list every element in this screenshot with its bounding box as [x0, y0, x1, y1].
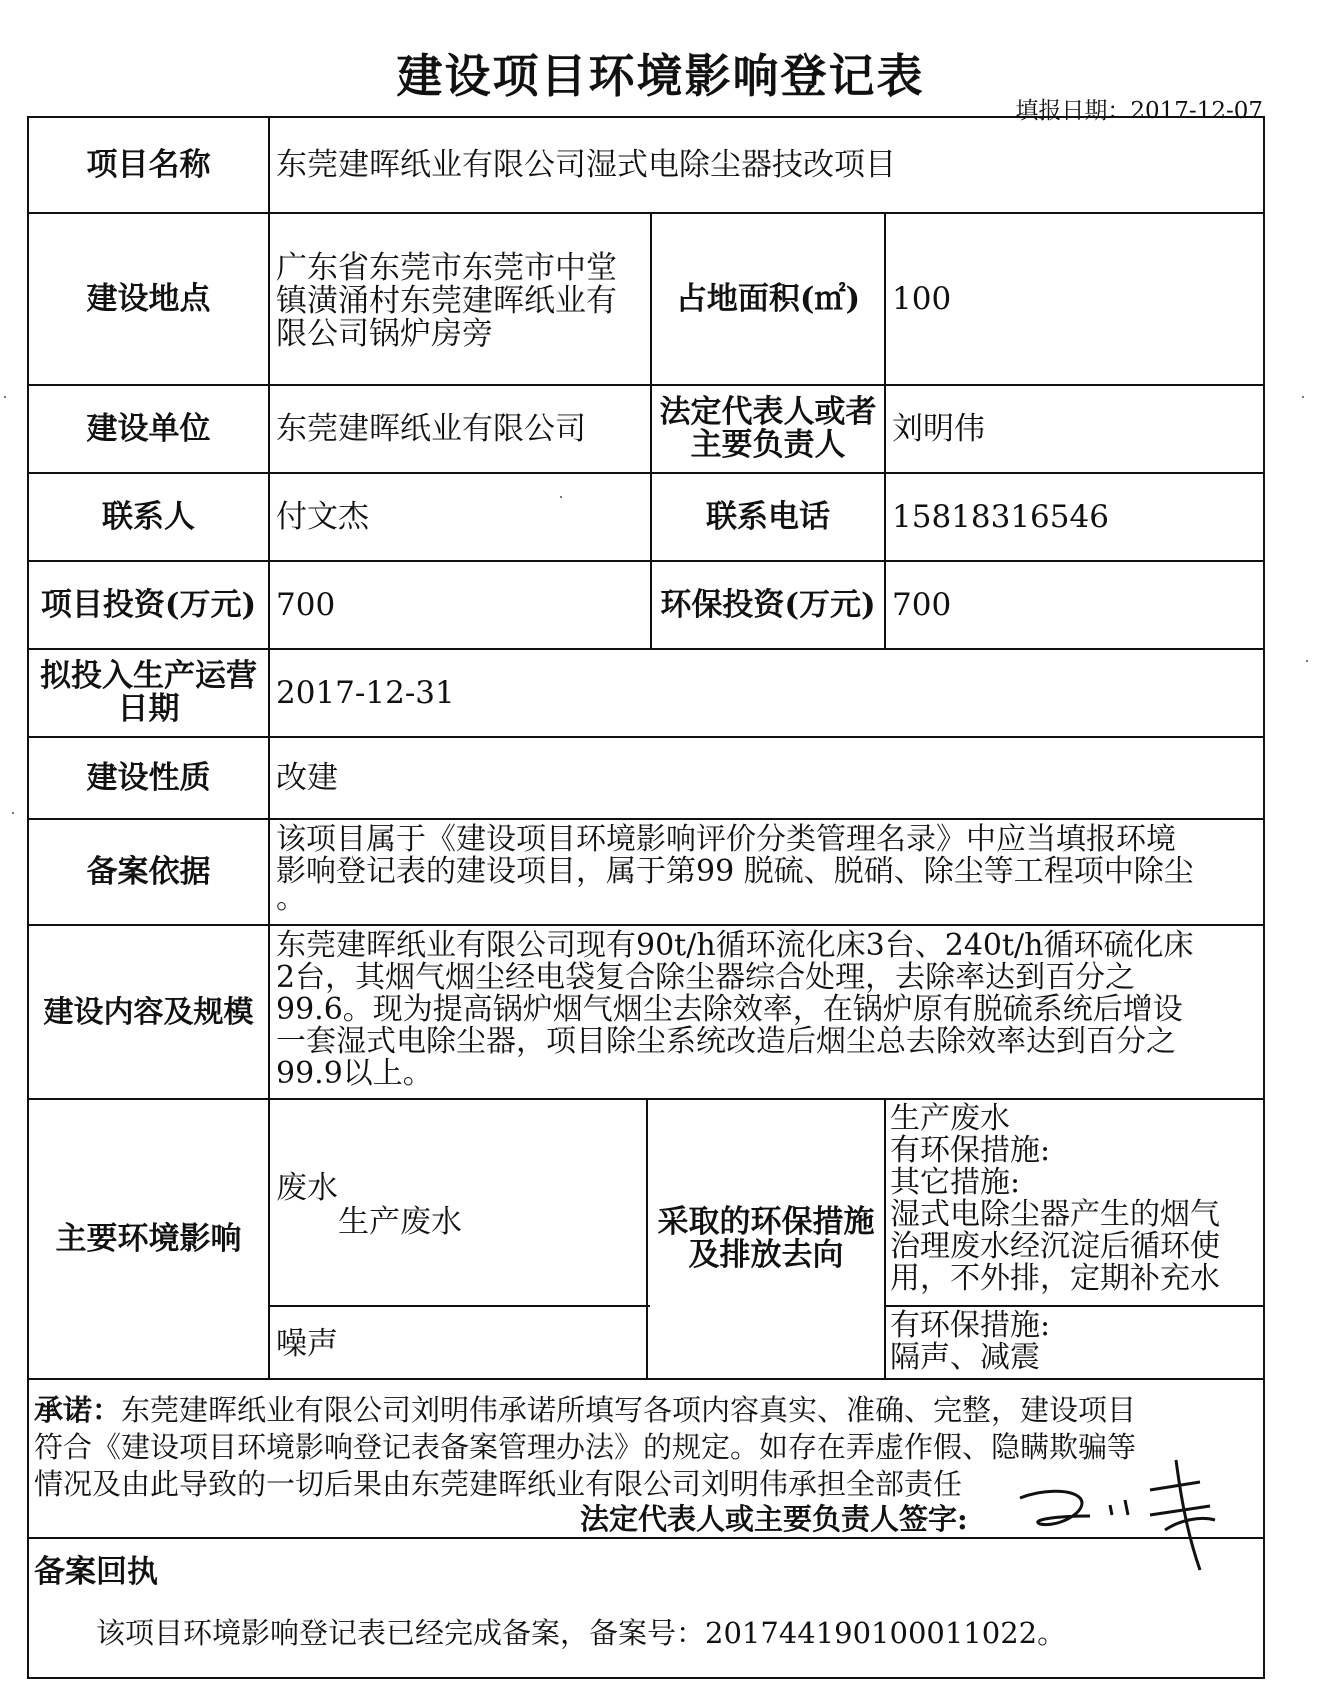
measures-label-line: 及排放去向: [688, 1237, 844, 1273]
scan-speck: [4, 396, 6, 398]
basis-line: 。: [276, 881, 306, 916]
sign-label: 法定代表人或主要负责人签字:: [580, 1502, 968, 1536]
location-line: 镇潢涌村东莞建晖纸业有: [276, 283, 617, 319]
promise-line: 东莞建晖纸业有限公司刘明伟承诺所填写各项内容真实、准确、完整，建设项目: [121, 1393, 1137, 1427]
area-label: 占地面积(㎡): [675, 280, 861, 317]
project-name-value: 东莞建晖纸业有限公司湿式电除尘器技改项目: [276, 146, 896, 183]
measures-label: [648, 1100, 884, 1378]
project-name-label: 项目名称: [86, 146, 211, 183]
noise-measures: [890, 1310, 1262, 1374]
operation-date-value: 2017-12-31: [276, 674, 455, 711]
basis-line: 影响登记表的建设项目，属于第99 脱硫、脱硝、除尘等工程项中除尘: [276, 854, 1194, 889]
wastewater-measures-line: 治理废水经沉淀后循环使: [890, 1229, 1220, 1264]
wastewater-measures-line: 其它措施:: [890, 1165, 1021, 1200]
scope-line: 2台，其烟气烟尘经电袋复合除尘器综合处理，去除率达到百分之: [276, 960, 1136, 995]
promise-line: 符合《建设项目环境影响登记表备案管理办法》的规定。如存在弄虚作假、隐瞒欺骗等: [34, 1430, 1137, 1464]
investment-label: 项目投资(万元): [40, 586, 257, 623]
legal-rep-label-line: 法定代表人或者: [659, 394, 877, 430]
operation-date-label-line: 拟投入生产运营: [40, 658, 257, 694]
fill-date: 填报日期：2017-12-07: [1015, 98, 1263, 124]
scope-line: 东莞建晖纸业有限公司现有90t/h循环流化床3台、240t/h循环硫化床: [276, 928, 1194, 963]
scan-speck: [1302, 396, 1304, 398]
receipt-text: 该项目环境影响登记表已经完成备案，备案号：201744190100011022。: [96, 1616, 1067, 1650]
basis-value: [276, 822, 1261, 916]
scan-speck: [560, 496, 562, 498]
promise-head: 承诺：: [34, 1393, 122, 1427]
measures-label-line: 采取的环保措施: [657, 1204, 875, 1240]
wastewater-item: 生产废水: [338, 1204, 462, 1240]
legal-rep-label: [652, 386, 884, 472]
area-value: 100: [892, 280, 952, 317]
wastewater-measures-line: 湿式电除尘器产生的烟气: [890, 1197, 1220, 1232]
legal-rep-label-line: 主要负责人: [690, 427, 846, 463]
wastewater-measures: [890, 1103, 1262, 1295]
wastewater-title: 废水: [276, 1170, 338, 1206]
wastewater-measures-line: 有环保措施:: [890, 1133, 1051, 1168]
basis-label: 备案依据: [86, 853, 211, 890]
phone-label: 联系电话: [706, 498, 830, 535]
contact-label: 联系人: [102, 498, 195, 535]
unit-value: 东莞建晖纸业有限公司: [276, 410, 586, 447]
phone-value: 15818316546: [892, 498, 1109, 535]
scope-label: 建设内容及规模: [43, 994, 254, 1030]
handwritten-signature: [1000, 1420, 1260, 1590]
location-label: 建设地点: [86, 280, 211, 317]
receipt-title: 备案回执: [34, 1554, 158, 1590]
impact-label: 主要环境影响: [55, 1220, 242, 1257]
nature-value: 改建: [276, 759, 338, 796]
noise-measures-line: 有环保措施:: [890, 1308, 1051, 1343]
legal-rep-value: 刘明伟: [892, 410, 985, 447]
promise-line: 情况及由此导致的一切后果由东莞建晖纸业有限公司刘明伟承担全部责任: [34, 1467, 963, 1501]
wastewater-measures-line: 用，不外排，定期补充水: [890, 1261, 1220, 1296]
env-investment-label: 环保投资(万元): [660, 586, 876, 623]
nature-label: 建设性质: [86, 759, 211, 796]
location-line: 限公司锅炉房旁: [276, 316, 493, 352]
unit-label: 建设单位: [86, 410, 211, 447]
basis-line: 该项目属于《建设项目环境影响评价分类管理名录》中应当填报环境: [276, 822, 1176, 857]
scope-value: [276, 930, 1261, 1090]
contact-value: 付文杰: [276, 498, 369, 535]
operation-date-label: [29, 650, 268, 736]
form-title: 建设项目环境影响登记表: [396, 49, 925, 103]
scope-line: 一套湿式电除尘器，项目除尘系统改造后烟尘总去除效率达到百分之: [276, 1024, 1176, 1059]
noise-title: 噪声: [276, 1326, 338, 1362]
location-value: [276, 252, 648, 351]
scope-line: 99.9以上。: [276, 1056, 433, 1091]
scope-line: 99.6。现为提高锅炉烟气烟尘去除效率，在锅炉原有脱硫系统后增设: [276, 992, 1183, 1027]
investment-value: 700: [276, 586, 336, 623]
scan-speck: [1306, 660, 1308, 662]
scan-speck: [12, 812, 14, 814]
location-line: 广东省东莞市东莞市中堂: [276, 250, 617, 286]
noise-measures-line: 隔声、减震: [890, 1340, 1040, 1375]
operation-date-label-line: 日期: [117, 691, 180, 727]
env-investment-value: 700: [892, 586, 952, 623]
wastewater-measures-line: 生产废水: [890, 1101, 1010, 1136]
